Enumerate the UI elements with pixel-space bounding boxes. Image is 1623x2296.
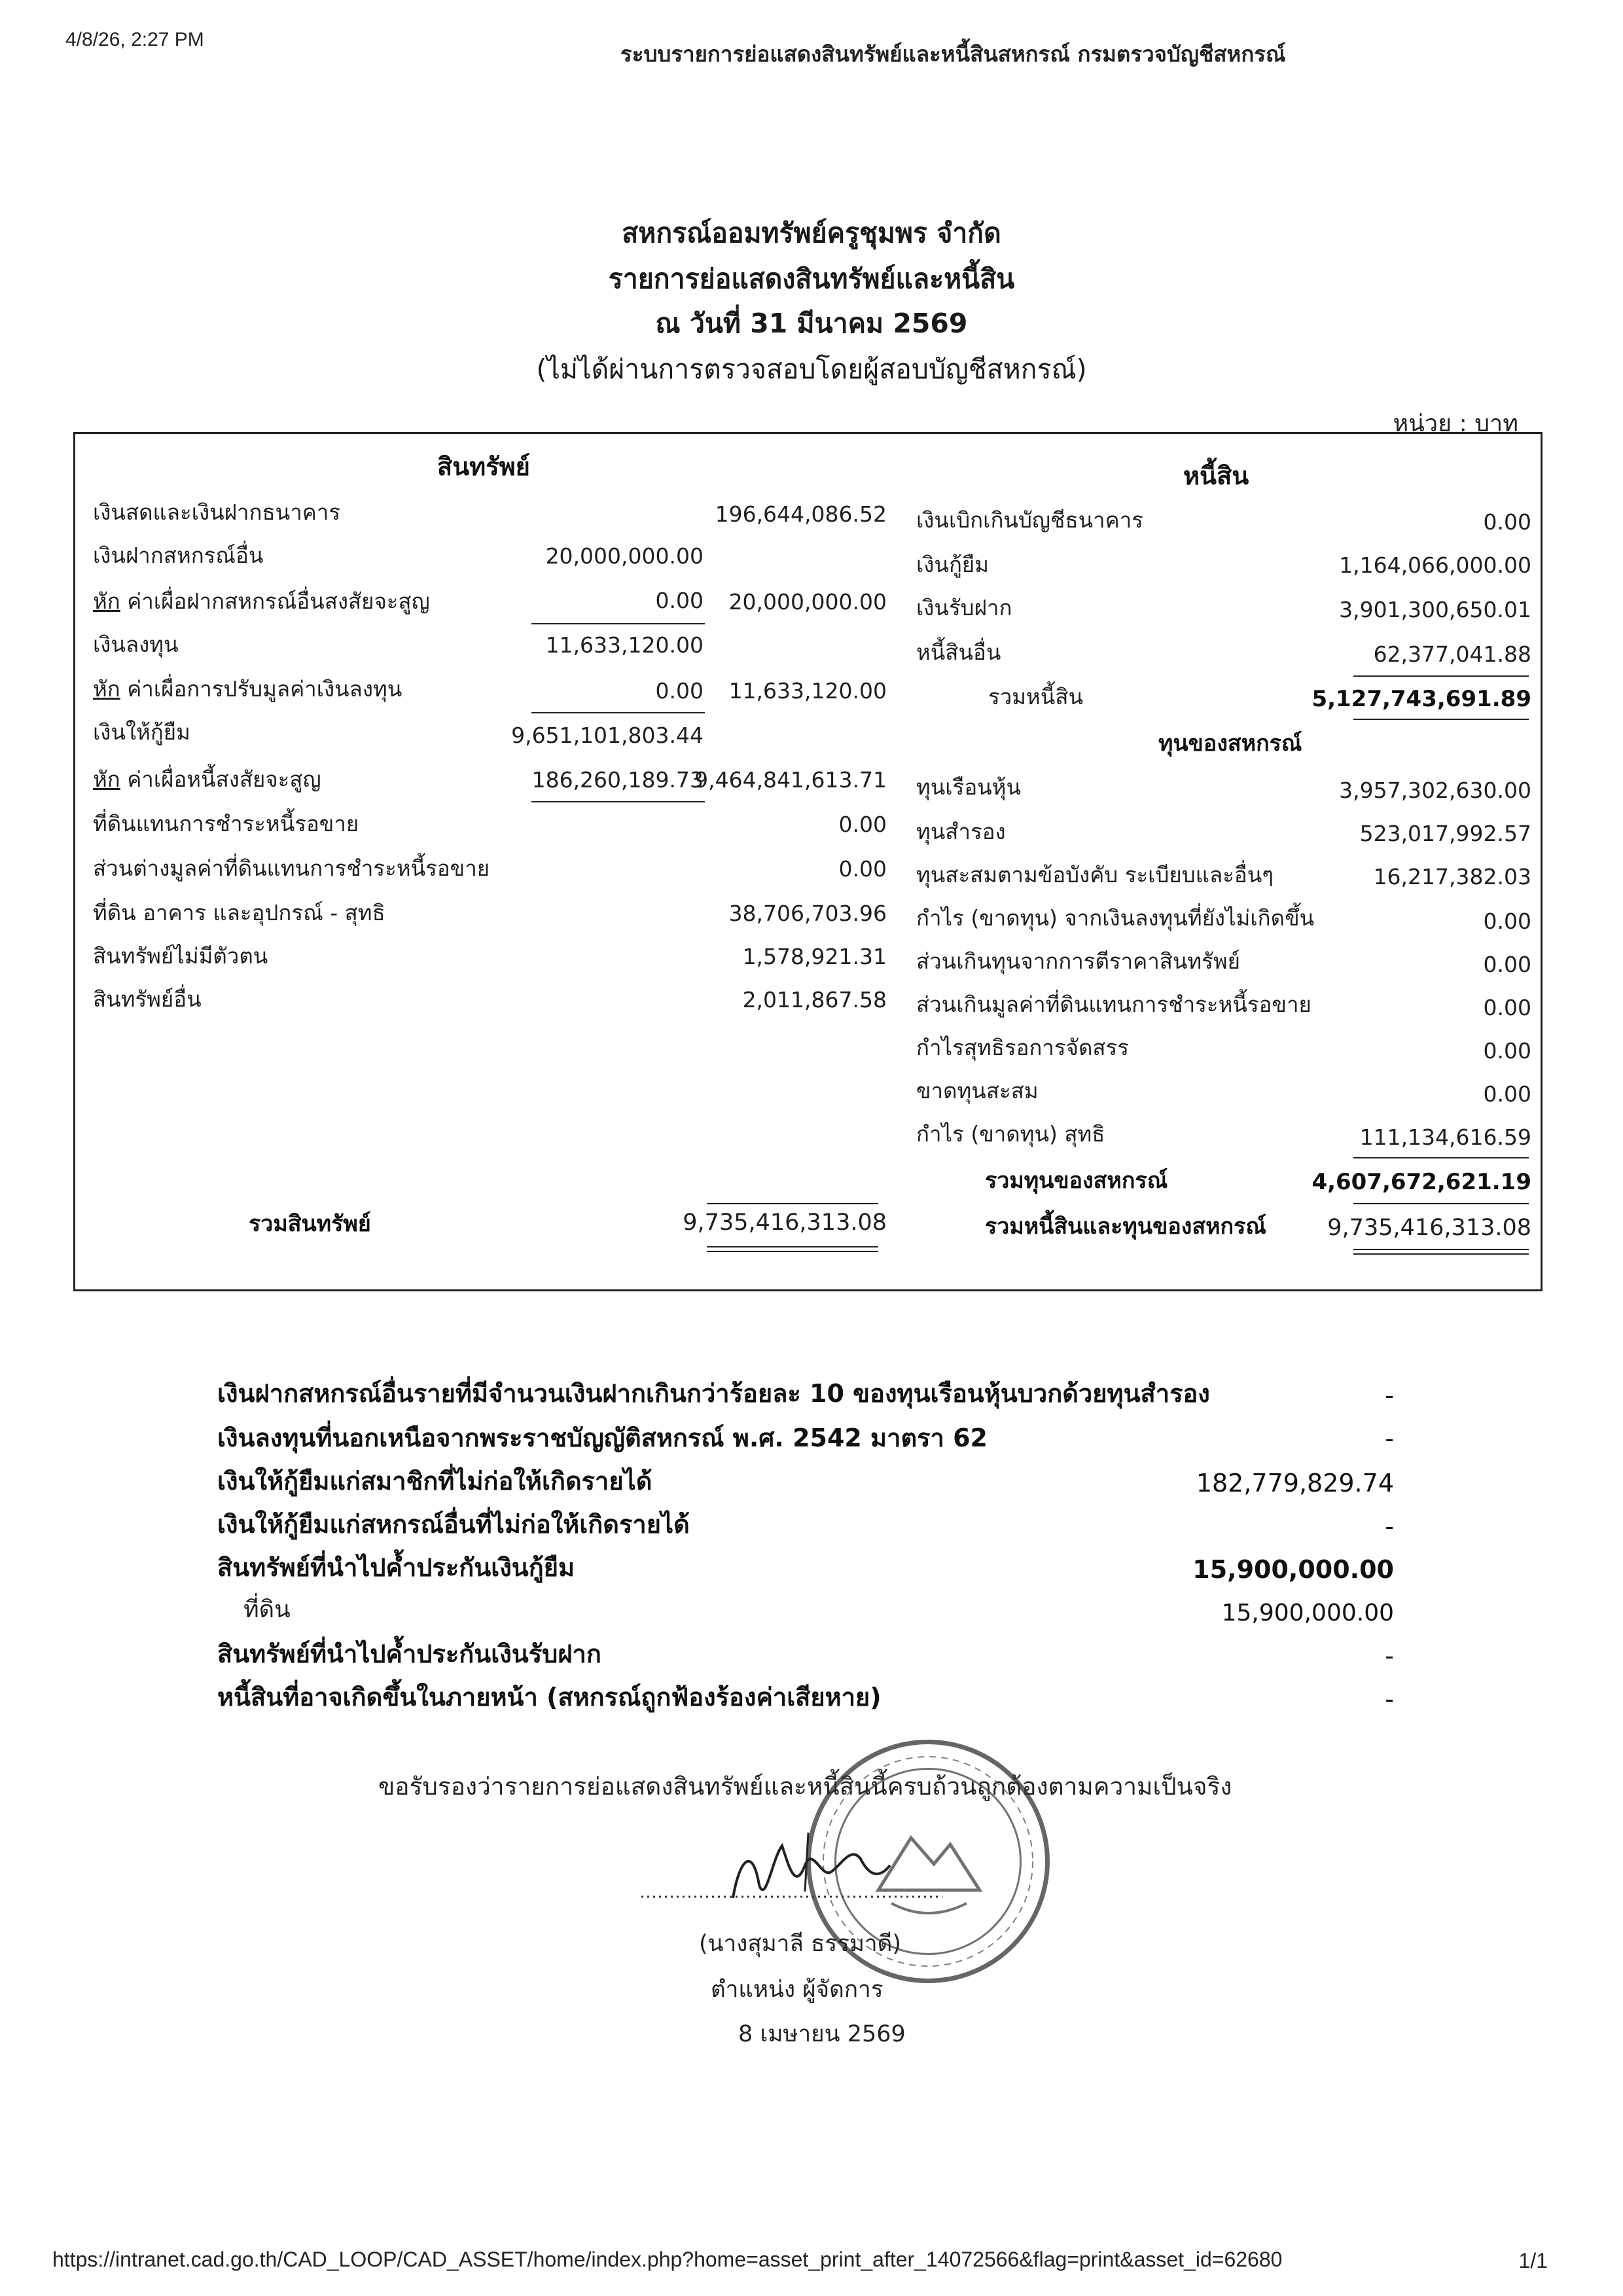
liab-total-label: รวมหนี้สิน [988,684,1084,709]
asset-loan-net: 9,464,841,613.71 [694,767,887,793]
eq-landsurplus-label: ส่วนเกินมูลค่าที่ดินแทนการชำระหนี้รอขาย [916,992,1311,1017]
rule-loan [531,801,705,802]
rule-eq-total-top [1353,1157,1529,1158]
liabilities-header: หนี้สิน [1183,461,1249,490]
note-label: หนี้สินที่อาจเกิดขึ้นในภายหน้า (สหกรณ์ถูกฟ้องร้องค่าเสียหาย) [217,1683,882,1712]
asset-loan-gross: 9,651,101,803.44 [511,723,704,748]
note-label: สินทรัพย์ที่นำไปค้ำประกันเงินรับฝาก [217,1640,601,1668]
liab-overdraft: 0.00 [1483,509,1531,535]
note-value: - [1385,1512,1394,1541]
eq-unreal: 0.00 [1483,908,1531,934]
note-label: เงินลงทุนที่นอกเหนือจากพระราชบัญญัติสหกรณ์ พ.ศ. 2542 มาตรา 62 [217,1424,988,1452]
coop-name: สหกรณ์ออมทรัพย์ครูชุมพร จำกัด [622,217,1001,249]
eq-total: 4,607,672,621.19 [1311,1169,1531,1195]
eq-accloss-label: ขาดทุนสะสม [916,1078,1039,1103]
asset-loan-allow-row [93,762,321,797]
asset-ppe-label: ที่ดิน อาคาร และอุปกรณ์ - สุทธิ [93,900,385,925]
asset-landdiff: 0.00 [838,856,887,882]
asset-coopdep-allow: 0.00 [655,588,704,613]
eq-share: 3,957,302,630.00 [1339,778,1531,803]
asset-loan-allow: 186,260,189.73 [531,767,704,793]
signature-date: 8 เมษายน 2569 [738,2021,906,2047]
asset-landdebt: 0.00 [838,812,887,837]
asset-invest-allow-row [93,672,402,706]
asset-coopdep-allow-label: ค่าเผื่อฝากสหกรณ์อื่นสงสัยจะสูญ [127,588,430,614]
note-value: 15,900,000.00 [1221,1600,1394,1626]
note-value: - [1385,1685,1394,1713]
note-value: - [1385,1424,1394,1453]
asset-cash-total: 196,644,086.52 [715,501,887,527]
rule-assets-total-d2 [707,1251,878,1252]
deduct-word: หัก [93,588,120,614]
asset-loan-label: เงินให้กู้ยืม [93,719,190,745]
rule-grand-total-d2 [1353,1253,1529,1255]
asset-coopdep-allow-row [93,584,430,619]
signer-position: ตำแหน่ง ผู้จัดการ [711,1977,883,2003]
eq-unreal-label: กำไร (ขาดทุน) จากเงินลงทุนที่ยังไม่เกิดขึ้น [916,905,1315,931]
note-value: - [1385,1641,1394,1670]
rule-assets-total-top [707,1203,878,1204]
eq-reserve-label: ทุนสำรอง [916,819,1006,844]
asset-other: 2,011,867.58 [742,987,887,1013]
audit-note: (ไม่ได้ผ่านการตรวจสอบโดยผู้สอบบัญชีสหกรณ์) [536,353,1087,385]
eq-fund-label: ทุนสะสมตามข้อบังคับ ระเบียบและอื่นๆ [916,862,1274,888]
asset-intangible: 1,578,921.31 [742,944,887,969]
asset-invest-label: เงินลงทุน [93,632,179,657]
system-title: ระบบรายการย่อแสดงสินทรัพย์และหนี้สินสหกรณ์ กรมตรวจบัญชีสหกรณ์ [620,41,1286,67]
liab-deposit-label: เงินรับฝาก [916,595,1012,620]
eq-unalloc: 0.00 [1483,1038,1531,1064]
asset-intangible-label: สินทรัพย์ไม่มีตัวตน [93,943,268,969]
asset-cash-label: เงินสดและเงินฝากธนาคาร [93,499,341,525]
eq-reval: 0.00 [1483,952,1531,977]
asset-coopdep-label: เงินฝากสหกรณ์อื่น [93,543,264,568]
certification-statement: ขอรับรองว่ารายการย่อแสดงสินทรัพย์และหนี้สินนี้ครบถ้วนถูกต้องตามความเป็นจริง [378,1772,1232,1801]
eq-reval-label: ส่วนเกินทุนจากการตีราคาสินทรัพย์ [916,948,1240,974]
rule-grand-total-d1 [1353,1249,1529,1250]
unit-label: หน่วย : บาท [1393,410,1518,437]
eq-share-label: ทุนเรือนหุ้น [916,774,1022,800]
assets-header: สินทรัพย์ [437,452,530,481]
note-label: เงินให้กู้ยืมแก่สหกรณ์อื่นที่ไม่ก่อให้เกิดรายได้ [217,1510,690,1539]
eq-total-label: รวมทุนของสหกรณ์ [985,1168,1168,1194]
liab-deposit: 3,901,300,650.01 [1339,597,1531,622]
deduct-word: หัก [93,766,120,792]
signature-mark [641,1820,949,1911]
asset-invest-gross: 11,633,120.00 [545,632,704,658]
asset-other-label: สินทรัพย์อื่น [93,986,202,1012]
note-value: - [1385,1381,1394,1410]
eq-net-label: กำไร (ขาดทุน) สุทธิ [916,1121,1105,1147]
liab-borrow-label: เงินกู้ยืม [916,552,990,577]
signer-name: (นางสุมาลี ธรรมาดี) [699,1931,902,1957]
rule-liab-total-bottom [1353,719,1529,720]
note-label: สินทรัพย์ที่นำไปค้ำประกันเงินกู้ยืม [217,1553,575,1582]
report-date: ณ วันที่ 31 มีนาคม 2569 [655,308,968,339]
rule-eq-total-bottom [1353,1203,1529,1204]
rule-coopdep [531,623,705,624]
report-title: รายการย่อแสดงสินทรัพย์และหนี้สิน [608,263,1015,295]
note-value: 182,779,829.74 [1196,1469,1394,1498]
liab-total: 5,127,743,691.89 [1311,686,1531,712]
assets-total: 9,735,416,313.08 [683,1210,887,1236]
note-value: 15,900,000.00 [1192,1555,1394,1584]
asset-landdiff-label: ส่วนต่างมูลค่าที่ดินแทนการชำระหนี้รอขาย [93,855,490,881]
note-label: ที่ดิน [243,1596,291,1623]
asset-ppe: 38,706,703.96 [728,901,887,926]
note-label: เงินให้กู้ยืมแก่สมาชิกที่ไม่ก่อให้เกิดรายได้ [217,1467,652,1496]
eq-net: 111,134,616.59 [1359,1124,1531,1150]
liab-borrow: 1,164,066,000.00 [1339,552,1531,578]
liab-overdraft-label: เงินเบิกเกินบัญชีธนาคาร [916,507,1143,533]
rule-liab-total-top [1353,675,1529,677]
asset-loan-allow-label: ค่าเผื่อหนี้สงสัยจะสูญ [127,766,321,792]
print-datetime: 4/8/26, 2:27 PM [65,29,204,50]
asset-landdebt-label: ที่ดินแทนการชำระหนี้รอขาย [93,811,359,836]
asset-invest-allow-label: ค่าเผื่อการปรับมูลค่าเงินลงทุน [127,676,402,702]
note-label: เงินฝากสหกรณ์อื่นรายที่มีจำนวนเงินฝากเกินกว่าร้อยละ 10 ของทุนเรือนหุ้นบวกด้วยทุนสำรอง [217,1379,1210,1408]
assets-total-label: รวมสินทรัพย์ [249,1211,371,1237]
grand-total-label: รวมหนี้สินและทุนของสหกรณ์ [985,1213,1266,1240]
rule-assets-total-d1 [707,1246,878,1247]
eq-landsurplus: 0.00 [1483,995,1531,1020]
eq-accloss: 0.00 [1483,1081,1531,1107]
asset-coopdep-gross: 20,000,000.00 [545,543,704,569]
liab-other: 62,377,041.88 [1373,641,1531,667]
page-number: 1/1 [1518,2249,1548,2272]
print-url: https://intranet.cad.go.th/CAD_LOOP/CAD_ASSET/home/index.php?home=asset_print_after_14072566&flag=print&asset_id=62680 [52,2248,1283,2271]
liab-other-label: หนี้สินอื่น [916,639,1001,665]
eq-fund: 16,217,382.03 [1373,864,1531,889]
asset-invest-net: 11,633,120.00 [728,678,887,704]
asset-invest-allow: 0.00 [655,678,704,704]
deduct-word: หัก [93,676,120,702]
grand-total: 9,735,416,313.08 [1327,1215,1531,1241]
equity-header: ทุนของสหกรณ์ [1158,730,1302,757]
rule-invest [531,712,705,713]
eq-unalloc-label: กำไรสุทธิรอการจัดสรร [916,1035,1130,1060]
asset-coopdep-net: 20,000,000.00 [728,589,887,615]
eq-reserve: 523,017,992.57 [1359,821,1531,846]
